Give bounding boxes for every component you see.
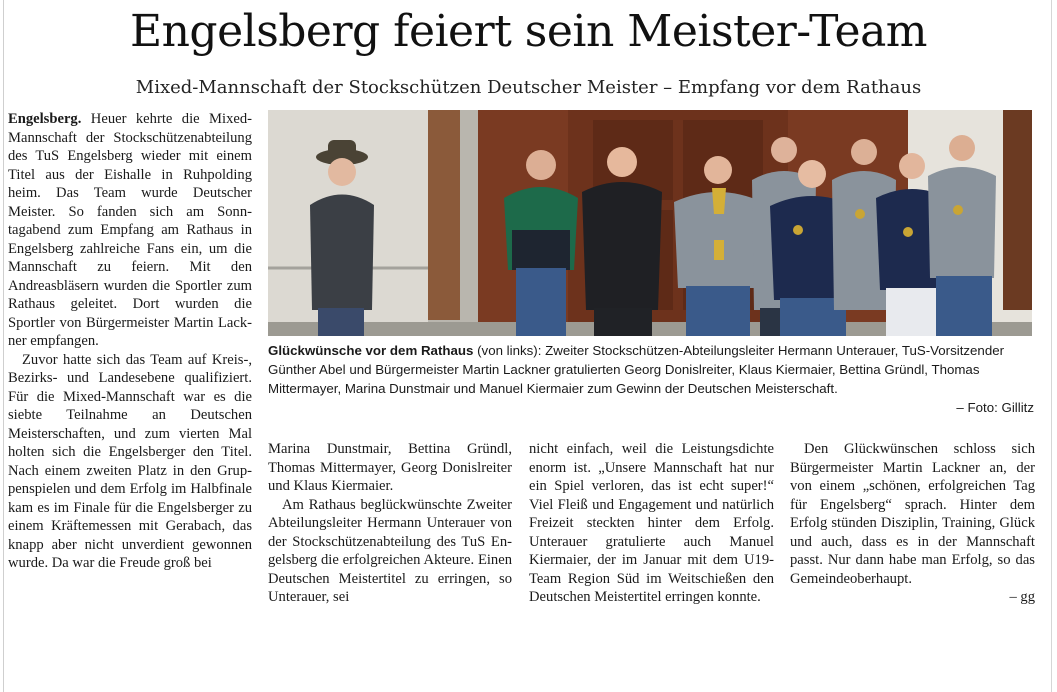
paragraph bbox=[8, 110, 252, 351]
headline: Engelsberg feiert sein Meister-Team bbox=[129, 6, 928, 57]
paragraph: Zuvor hatte sich das Team auf Kreis-, Bezirks- und Landesebene qualifiziert. Für die Mixed-Mannschaft war es die siebte Teilnahme an Deutschen Meisterschaften, und zum vierten Mal holten sich die Engelsberger den Titel. Nach einem zweiten Platz in den Gruppenspielen und dem Erfolg im Halbfinale kam es im Finale für die Engelsberger zu einem Kräftemessen mit Gerabach, das knapp aber nicht unverdient gewonnen wurde. Da war die Freude groß bei bbox=[8, 351, 252, 571]
page-edge-right bbox=[1051, 0, 1052, 692]
dateline: Engelsberg. bbox=[8, 111, 82, 127]
column-2 bbox=[268, 440, 512, 607]
paragraph: nicht einfach, weil die Leistungsdichte enorm ist. „Unsere Mannschaft hat nur ein Spiel verloren, das ist echt super!“ Viel Fleiß und Engagement und natürlich Freizeit steckten hinter dem Erfolg. Unterauer gratulierte auch Manuel Kiermaier, der im Januar mit dem U19-Team Region Süd im Weitschießen den Deutschen Meistertitel erringen konnte. bbox=[529, 441, 774, 605]
caption-lead: Glückwünsche vor dem Rathaus bbox=[268, 343, 474, 358]
page-edge-left bbox=[3, 0, 4, 692]
photo-credit: – Foto: Gillitz bbox=[956, 400, 1034, 415]
team-photo-illustration bbox=[268, 110, 1032, 336]
paragraph-text: Heuer kehrte die Mixed-Mannschaft der Stockschützenabteilung des TuS Engelsberg wieder mit einem Titel aus der Eishalle in Ruhpolding heim. Das Team wurde Deutscher Meister. So fanden sich am Sonntagabend zum Empfang am Rathaus in Engelsberg zahlreiche Fans ein, um die Mannschaft zu feiern. Mit den Andreasbläsern wurden die Sportler zum Rathaus geleitet. Dort wurden die Sportler von Bürgermeister Martin Lackner empfangen. bbox=[8, 111, 252, 349]
column-1 bbox=[8, 110, 252, 573]
paragraph: Den Glückwünschen schloss sich Bürgermeister Martin Lackner an, der von einem „schönen, erfolgreichen Tag für Engelsberg“ sprach. Hinter dem Erfolg stünden Disziplin, Training, Glück und auch, dass es in der Mannschaft passt. Nur dann habe man Erfolg, so das Gemeindeoberhaupt. bbox=[790, 441, 1035, 587]
column-4 bbox=[790, 440, 1035, 607]
column-3 bbox=[529, 440, 774, 607]
paragraph: Marina Dunstmair, Bettina Gründl, Thomas Mittermayer, Georg Donislreiter und Klaus Kiermaier. bbox=[268, 441, 512, 494]
caption-text: (von links): Zweiter Stockschützen-Abteilungsleiter Hermann Unterauer, TuS-Vorsitzender Günther Abel und Bürgermeister Martin Lackner gratulierten Georg Donislreiter, Klaus Kiermaier, Bettina Gründl, Thomas Mittermayer, Marina Dunstmair und Manuel Kiermaier zum Gewinn der Deutschen Meisterschaft. bbox=[268, 343, 1005, 396]
paragraph: Am Rathaus beglückwünschte Zweiter Abteilungsleiter Hermann Unterauer von der Stockschützenabteilung des TuS Engelsberg die erfolgreichen Akteure. Einen Deutschen Meistertitel zu erringen, so Unterauer, sei bbox=[268, 496, 512, 605]
subheadline: Mixed-Mannschaft der Stockschützen Deutscher Meister – Empfang vor dem Rathaus bbox=[135, 77, 922, 98]
author-initials: – gg bbox=[1009, 589, 1035, 605]
photo-caption bbox=[268, 341, 1034, 417]
team-photo bbox=[268, 110, 1032, 336]
